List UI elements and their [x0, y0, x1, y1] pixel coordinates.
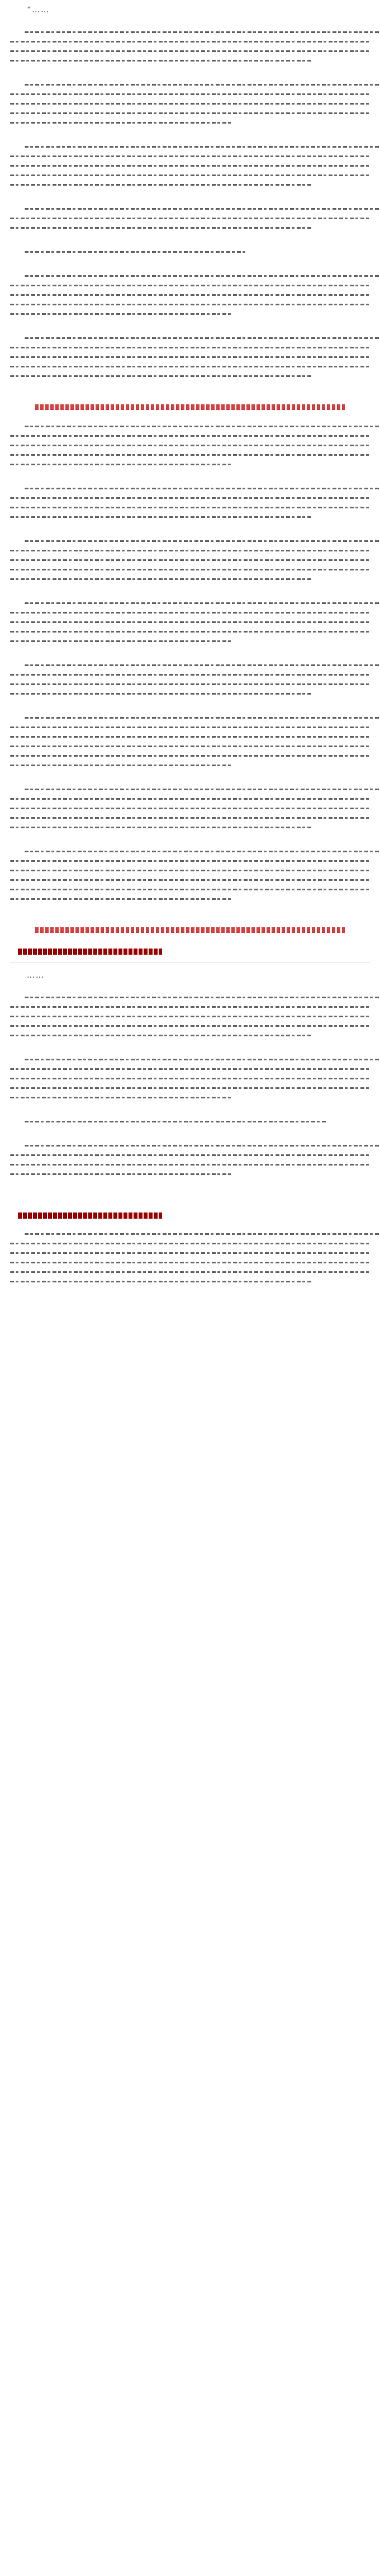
paragraph-13 — [10, 706, 370, 777]
paragraph-7 — [10, 326, 370, 388]
mid-ellipsis: …… — [27, 971, 45, 980]
promo-banner-2-link[interactable] — [35, 927, 345, 933]
paragraph-5 — [10, 240, 370, 264]
section-later — [10, 971, 370, 1186]
paragraph-19 — [10, 1134, 370, 1186]
promo-banner-1-link[interactable] — [35, 404, 345, 410]
paragraph-15 — [10, 839, 370, 911]
paragraph-8 — [10, 414, 370, 476]
paragraph-12 — [10, 653, 370, 706]
paragraph-11 — [10, 591, 370, 653]
paragraph-4 — [10, 197, 370, 240]
opening-ellipsis: “…… — [27, 6, 50, 15]
source-tag-2[interactable] — [18, 1201, 370, 1209]
promo-banner-3[interactable] — [10, 1190, 370, 1198]
paragraph-2 — [10, 73, 370, 135]
section-middle — [10, 414, 370, 911]
source-tag-2-link[interactable] — [18, 1212, 162, 1219]
paragraph-10 — [10, 529, 370, 591]
promo-banner-2[interactable] — [10, 914, 370, 923]
paragraph-18 — [10, 1110, 370, 1134]
promo-banner-1[interactable] — [10, 391, 370, 400]
section-opening — [10, 6, 370, 388]
source-tag-1[interactable] — [18, 937, 370, 945]
paragraph-9 — [10, 476, 370, 529]
paragraph-6 — [10, 264, 370, 326]
paragraph-20 — [10, 1222, 370, 1294]
paragraph-14 — [10, 777, 370, 839]
paragraph-3 — [10, 135, 370, 197]
paragraph-16 — [10, 985, 370, 1048]
section-closing — [10, 1222, 370, 1294]
source-tag-1-link[interactable] — [18, 949, 162, 955]
paragraph-17 — [10, 1048, 370, 1110]
paragraph-1 — [10, 20, 370, 73]
